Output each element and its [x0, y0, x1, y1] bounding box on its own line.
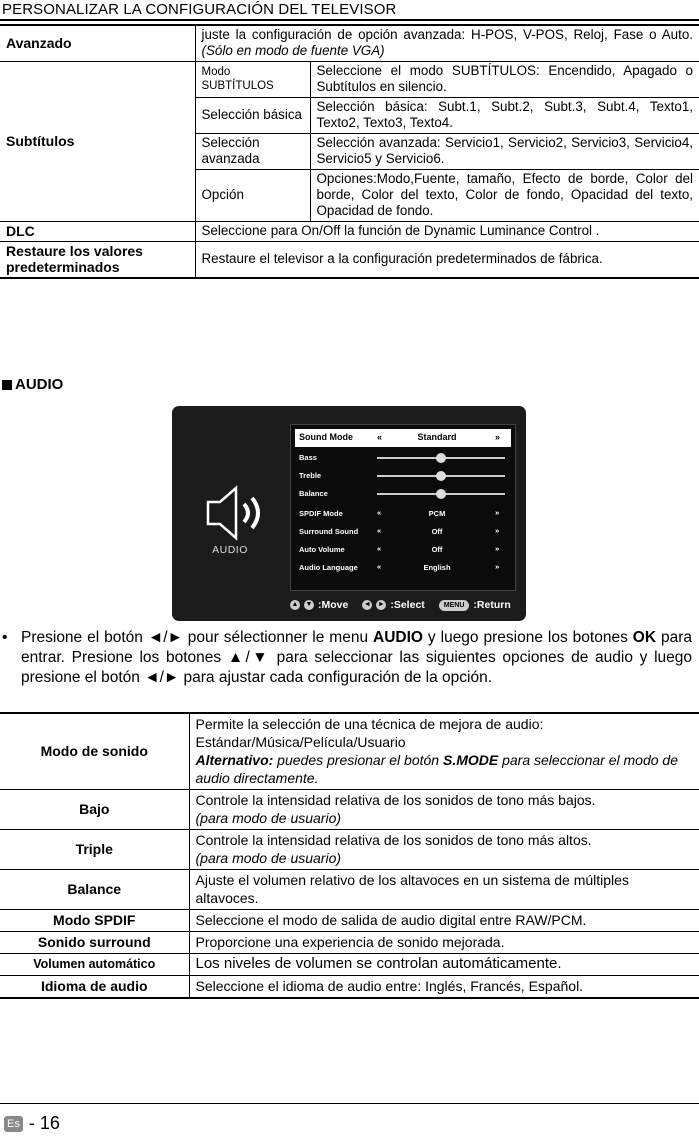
row-desc-spdif: Seleccione el modo de salida de audio digital entre RAW/PCM.	[189, 910, 699, 932]
slider-knob[interactable]	[436, 489, 446, 499]
page-title: PERSONALIZAR LA CONFIGURACIÓN DEL TELEVISOR	[2, 1, 397, 18]
osd-row-sound-mode[interactable]: Sound Mode « Standard »	[295, 429, 511, 447]
table-row	[0, 910, 699, 932]
section-title: AUDIO	[15, 376, 64, 393]
bullet-icon: •	[2, 629, 8, 646]
audio-options-table	[0, 712, 699, 999]
table-row	[0, 62, 699, 98]
row-label-volumen: Volumen automático	[0, 954, 189, 976]
subrow-desc: Selección avanzada: Servicio1, Servicio2, Servicio3, Servicio4, Servicio5 y Servicio6.	[310, 134, 699, 170]
row-label-idioma: Idioma de audio	[0, 976, 189, 999]
row-label-modo: Modo de sonido	[0, 713, 189, 790]
osd-return-label: :Return	[473, 599, 511, 611]
table-row	[0, 25, 699, 62]
row-desc-volumen: Los niveles de volumen se controlan automáticamente.	[189, 954, 699, 976]
audio-osd-screenshot	[172, 406, 526, 621]
row-desc-triple: Controle la intensidad relativa de los sonidos de tono más altos. (para modo de usuario)	[189, 830, 699, 870]
left-arrow-icon: «	[377, 508, 382, 517]
footer-rule	[0, 1103, 699, 1104]
table-row	[0, 222, 699, 242]
subrow-name: Modo SUBTÍTULOS	[195, 62, 310, 98]
subrow-name: Selección avanzada	[195, 134, 310, 170]
row-label-restaure: Restaure los valores predeterminados	[0, 242, 195, 279]
slider-knob[interactable]	[436, 453, 446, 463]
row-desc-surround: Proporcione una experiencia de sonido mejorada.	[189, 932, 699, 954]
table-row	[0, 954, 699, 976]
osd-row-spdif[interactable]: SPDIF Mode « PCM »	[299, 508, 500, 518]
row-desc-modo: Permite la selección de una técnica de mejora de audio: Estándar/Música/Película/Usuario Alternativo: puedes presionar el botón S.MODE para seleccionar el modo de audio directamente.	[189, 713, 699, 790]
row-label-dlc: DLC	[0, 222, 195, 242]
row-desc-idioma: Seleccione el idioma de audio entre: Inglés, Francés, Español.	[189, 976, 699, 999]
subrow-name: Selección básica	[195, 98, 310, 134]
subrow-desc: Selección básica: Subt.1, Subt.2, Subt.3, Subt.4, Texto1, Texto2, Texto3, Texto4.	[310, 98, 699, 134]
left-arrow-icon: «	[377, 432, 383, 442]
row-desc-balance: Ajuste el volumen relativo de los altavoces en un sistema de múltiples altavoces.	[189, 870, 699, 910]
osd-menu	[290, 424, 516, 591]
left-arrow-icon: «	[377, 544, 382, 553]
osd-row-audio-language[interactable]: Audio Language « English »	[299, 562, 500, 572]
row-label-triple: Triple	[0, 830, 189, 870]
right-arrow-icon: »	[495, 508, 500, 517]
right-arrow-icon: »	[495, 544, 500, 553]
table-row	[0, 242, 699, 279]
osd-icon-label: AUDIO	[212, 544, 248, 556]
osd-row-balance[interactable]: Balance	[295, 485, 511, 503]
speaker-icon	[200, 478, 270, 548]
settings-table	[0, 24, 699, 279]
down-button-icon: ▼	[305, 601, 313, 608]
menu-button-icon: MENU	[439, 600, 470, 611]
left-arrow-icon: «	[377, 562, 382, 571]
osd-row-auto-volume[interactable]: Auto Volume « Off »	[299, 544, 500, 554]
row-desc-bajo: Controle la intensidad relativa de los sonidos de tono más bajos. (para modo de usuario)	[189, 790, 699, 830]
row-label-subtitulos: Subtítulos	[0, 62, 195, 222]
row-label-avanzado: Avanzado	[0, 25, 195, 62]
row-desc-dlc: Seleccione para On/Off la función de Dynamic Luminance Control .	[195, 222, 699, 242]
right-arrow-icon: »	[495, 562, 500, 571]
row-label-bajo: Bajo	[0, 790, 189, 830]
table-row	[0, 932, 699, 954]
osd-row-treble[interactable]: Treble	[295, 467, 511, 485]
table-row	[0, 790, 699, 830]
right-arrow-icon: »	[495, 526, 500, 535]
row-label-balance: Balance	[0, 870, 189, 910]
subrow-name: Opción	[195, 170, 310, 222]
page-header	[0, 0, 699, 22]
row-desc-restaure: Restaure el televisor a la configuración predeterminados de fábrica.	[195, 242, 699, 279]
page-number: - 16	[28, 1113, 60, 1133]
table-row	[0, 830, 699, 870]
table-row	[0, 870, 699, 910]
page-footer	[4, 1113, 60, 1134]
slider-knob[interactable]	[436, 471, 446, 481]
up-button-icon: ▲	[291, 601, 299, 608]
instruction-paragraph: • Presione el botón ◄/► pour sélectionner le menu AUDIO y luego presione los botones OK para entrar. Presione los botones ▲/▼ para seleccionar las siguientes opciones de audio y luego presione el botón ◄/► para ajustar cada configuración de la opción.	[2, 629, 692, 686]
row-label-spdif: Modo SPDIF	[0, 910, 189, 932]
row-desc-avanzado: juste la configuración de opción avanzada: H-POS, V-POS, Reloj, Fase o Auto. (Sólo en modo de fuente VGA)	[195, 25, 699, 62]
subrow-desc: Seleccione el modo SUBTÍTULOS: Encendido, Apagado o Subtítulos en silencio.	[310, 62, 699, 98]
table-row	[0, 713, 699, 790]
osd-row-surround[interactable]: Surround Sound « Off »	[299, 526, 500, 536]
row-note-avanzado: (Sólo en modo de fuente VGA)	[201, 43, 385, 58]
osd-slider[interactable]	[377, 475, 505, 477]
osd-footer	[290, 599, 518, 611]
osd-slider[interactable]	[377, 493, 505, 495]
osd-slider[interactable]	[377, 457, 505, 459]
header-rule	[0, 19, 699, 21]
square-bullet-icon	[2, 380, 12, 390]
subrow-desc: Opciones:Modo,Fuente, tamaño, Efecto de borde, Color del borde, Color del texto, Color de fondo, Opacidad del texto, Opacidad de fondo.	[310, 170, 699, 222]
table-row	[0, 976, 699, 999]
osd-row-bass[interactable]: Bass	[295, 449, 511, 467]
right-arrow-icon: »	[495, 432, 501, 442]
left-button-icon: ◄	[363, 601, 371, 608]
language-badge: Es	[4, 1116, 23, 1132]
osd-move-label: :Move	[318, 599, 349, 611]
osd-select-label: :Select	[390, 599, 425, 611]
left-arrow-icon: «	[377, 526, 382, 535]
section-heading	[2, 376, 63, 393]
row-label-surround: Sonido surround	[0, 932, 189, 954]
right-button-icon: ►	[377, 601, 385, 608]
